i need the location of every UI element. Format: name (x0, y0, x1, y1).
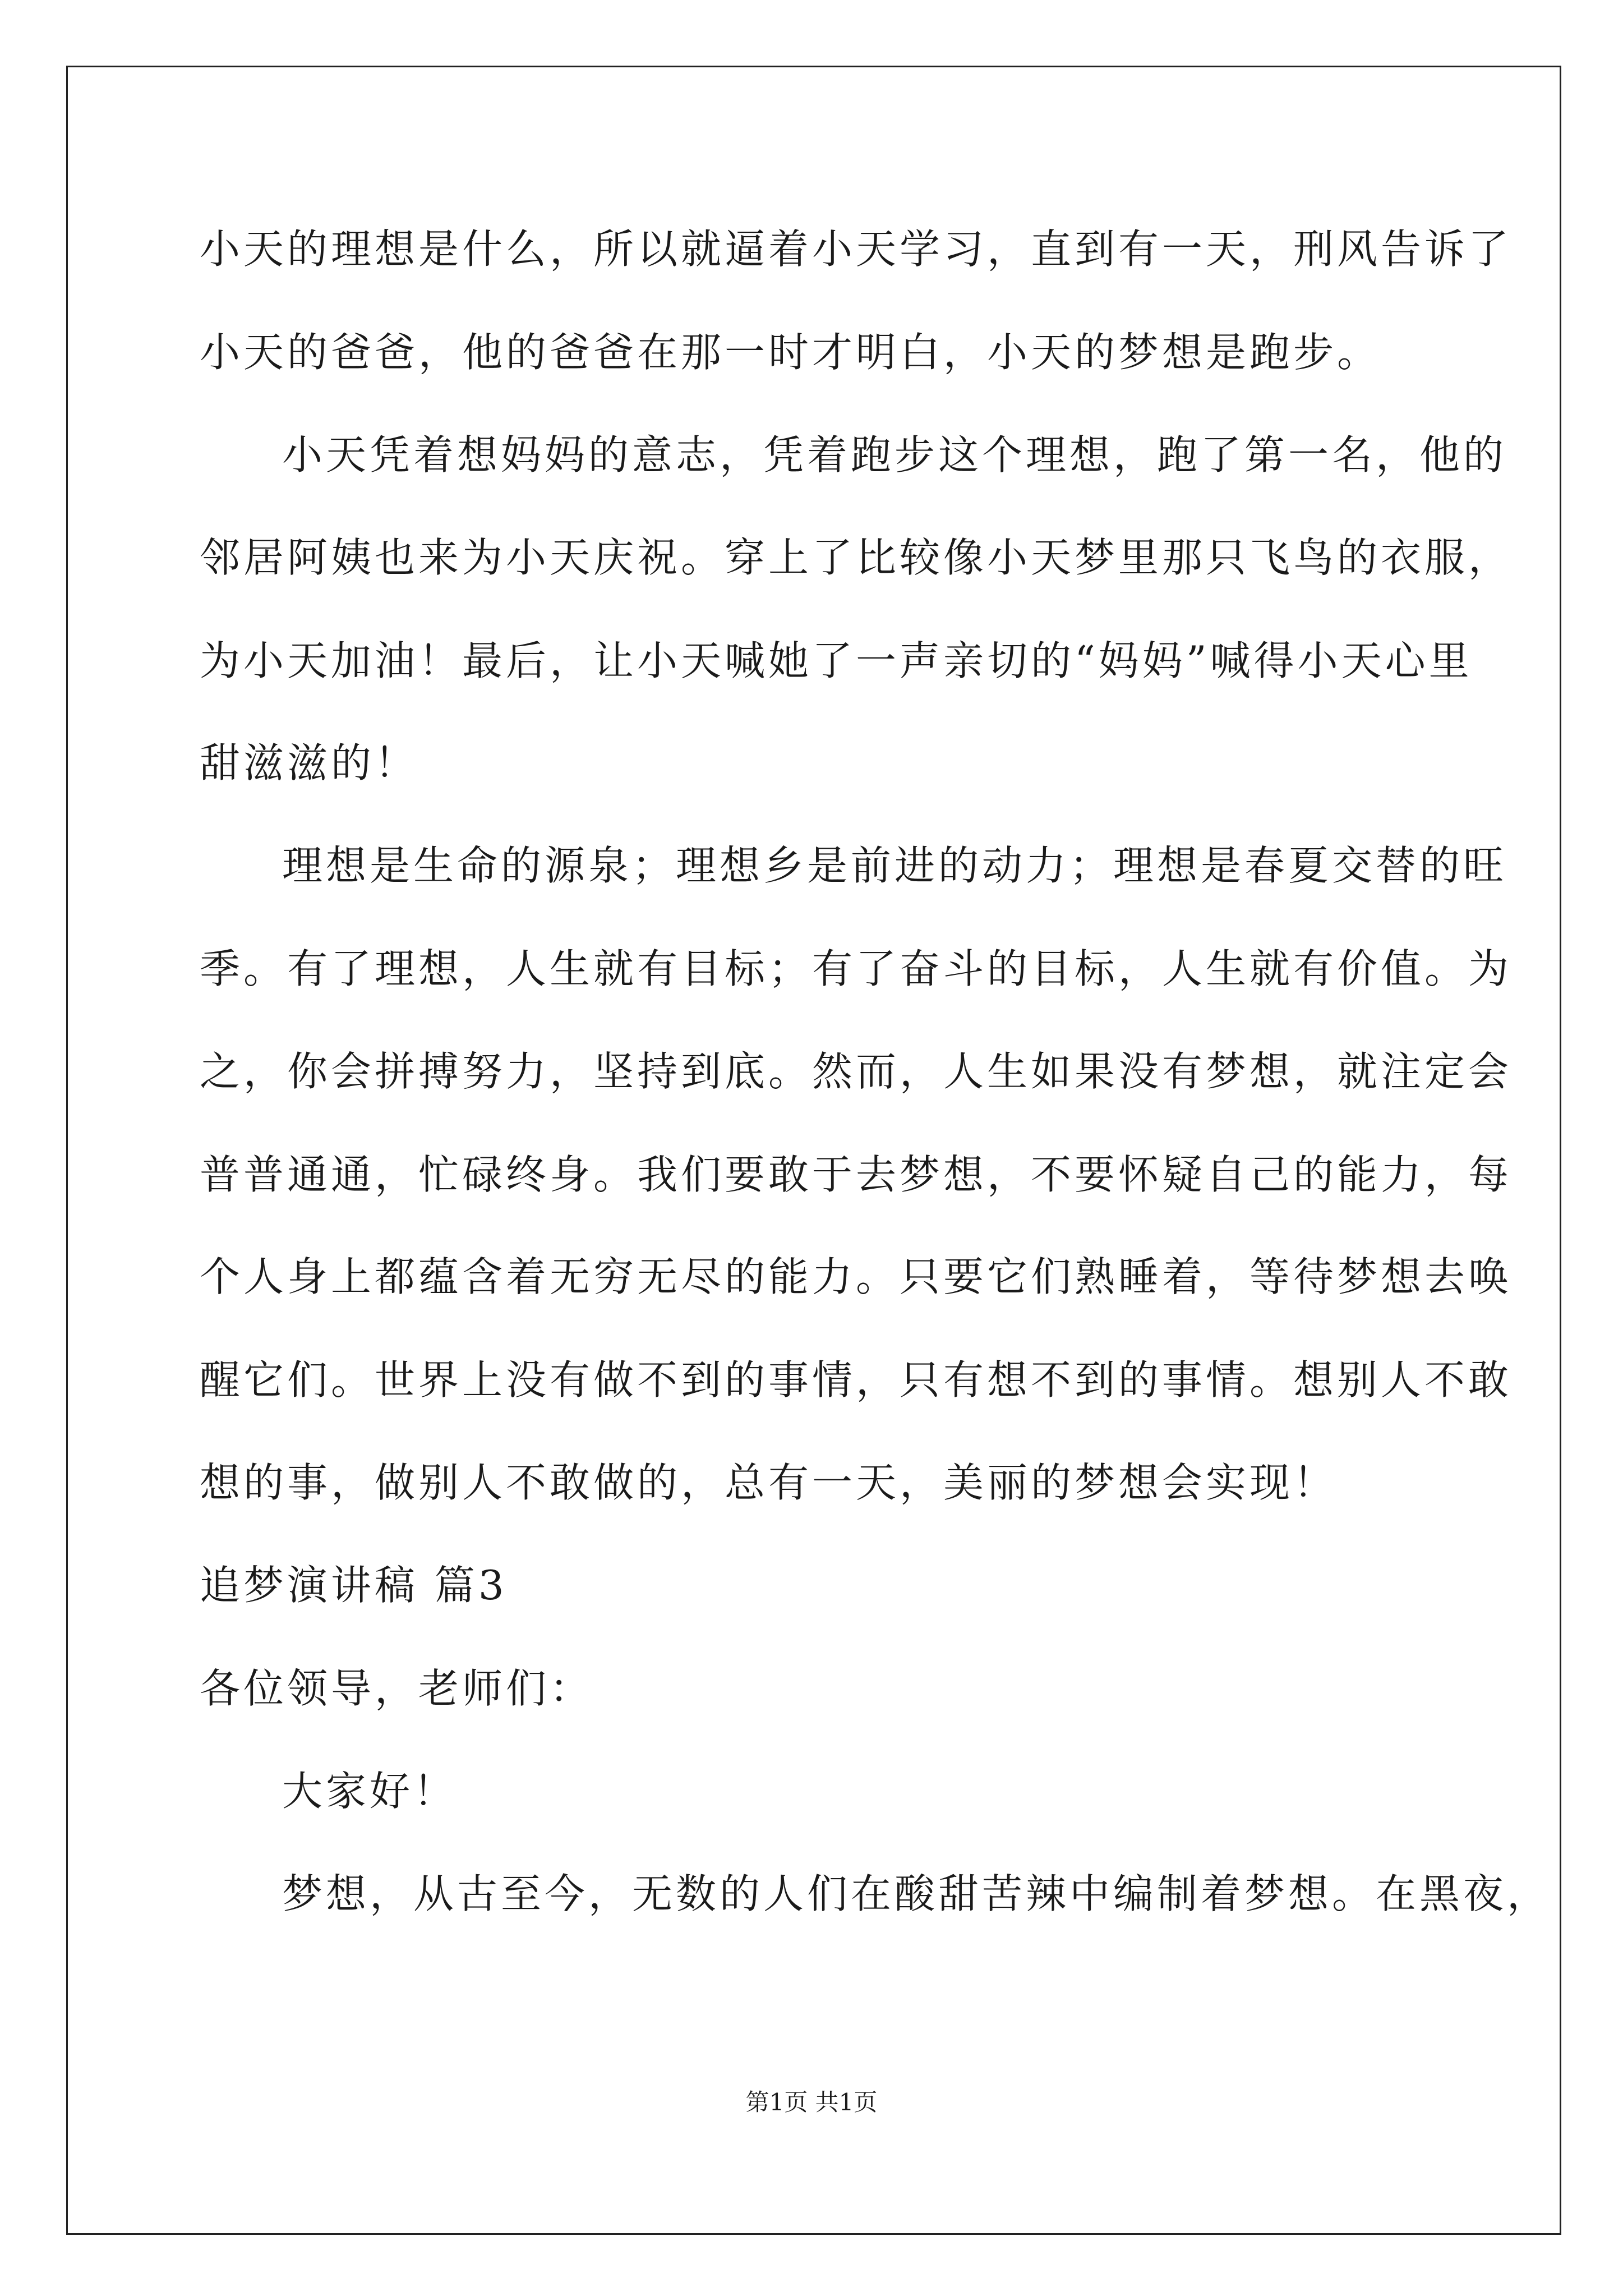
text-line: 个人身上都蕴含着无穷无尽的能力。只要它们熟睡着，等待梦想去唤 (200, 1253, 1513, 1300)
text-line: 小天的理想是什么，所以就逼着小天学习，直到有一天，刑风告诉了 (200, 226, 1513, 273)
text-line: 普普通通，忙碌终身。我们要敢于去梦想，不要怀疑自己的能力，每 (200, 1151, 1513, 1198)
text-line: 甜滋滋的！ (200, 739, 419, 786)
text-line: 之，你会拼搏努力，坚持到底。然而，人生如果没有梦想，就注定会 (200, 1048, 1513, 1095)
section-heading: 追梦演讲稿 篇3 (200, 1562, 508, 1609)
text-line: 醒它们。世界上没有做不到的事情，只有想不到的事情。想别人不敢 (200, 1356, 1513, 1404)
salutation: 各位领导，老师们： (200, 1665, 594, 1712)
page-footer: 第1页 共1页 (745, 2088, 878, 2116)
text-line: 小天的爸爸，他的爸爸在那一时才明白，小天的梦想是跑步。 (200, 329, 1381, 376)
text-line: 邻居阿姨也来为小天庆祝。穿上了比较像小天梦里那只飞鸟的衣服， (200, 534, 1513, 581)
text-line: 季。有了理想，人生就有目标；有了奋斗的目标，人生就有价值。为 (200, 945, 1513, 992)
text-line: 为小天加油！最后，让小天喊她了一声亲切的“妈妈”喊得小天心里 (200, 637, 1473, 684)
text-line: 想的事，做别人不敢做的，总有一天，美丽的梦想会实现！ (200, 1459, 1338, 1506)
greeting: 大家好！ (282, 1768, 458, 1815)
text-line: 理想是生命的源泉；理想乡是前进的动力；理想是春夏交替的旺 (282, 842, 1507, 889)
text-line: 梦想，从古至今，无数的人们在酸甜苦辣中编制着梦想。在黑夜， (282, 1870, 1551, 1917)
text-line: 小天凭着想妈妈的意志，凭着跑步这个理想，跑了第一名，他的 (282, 431, 1507, 478)
